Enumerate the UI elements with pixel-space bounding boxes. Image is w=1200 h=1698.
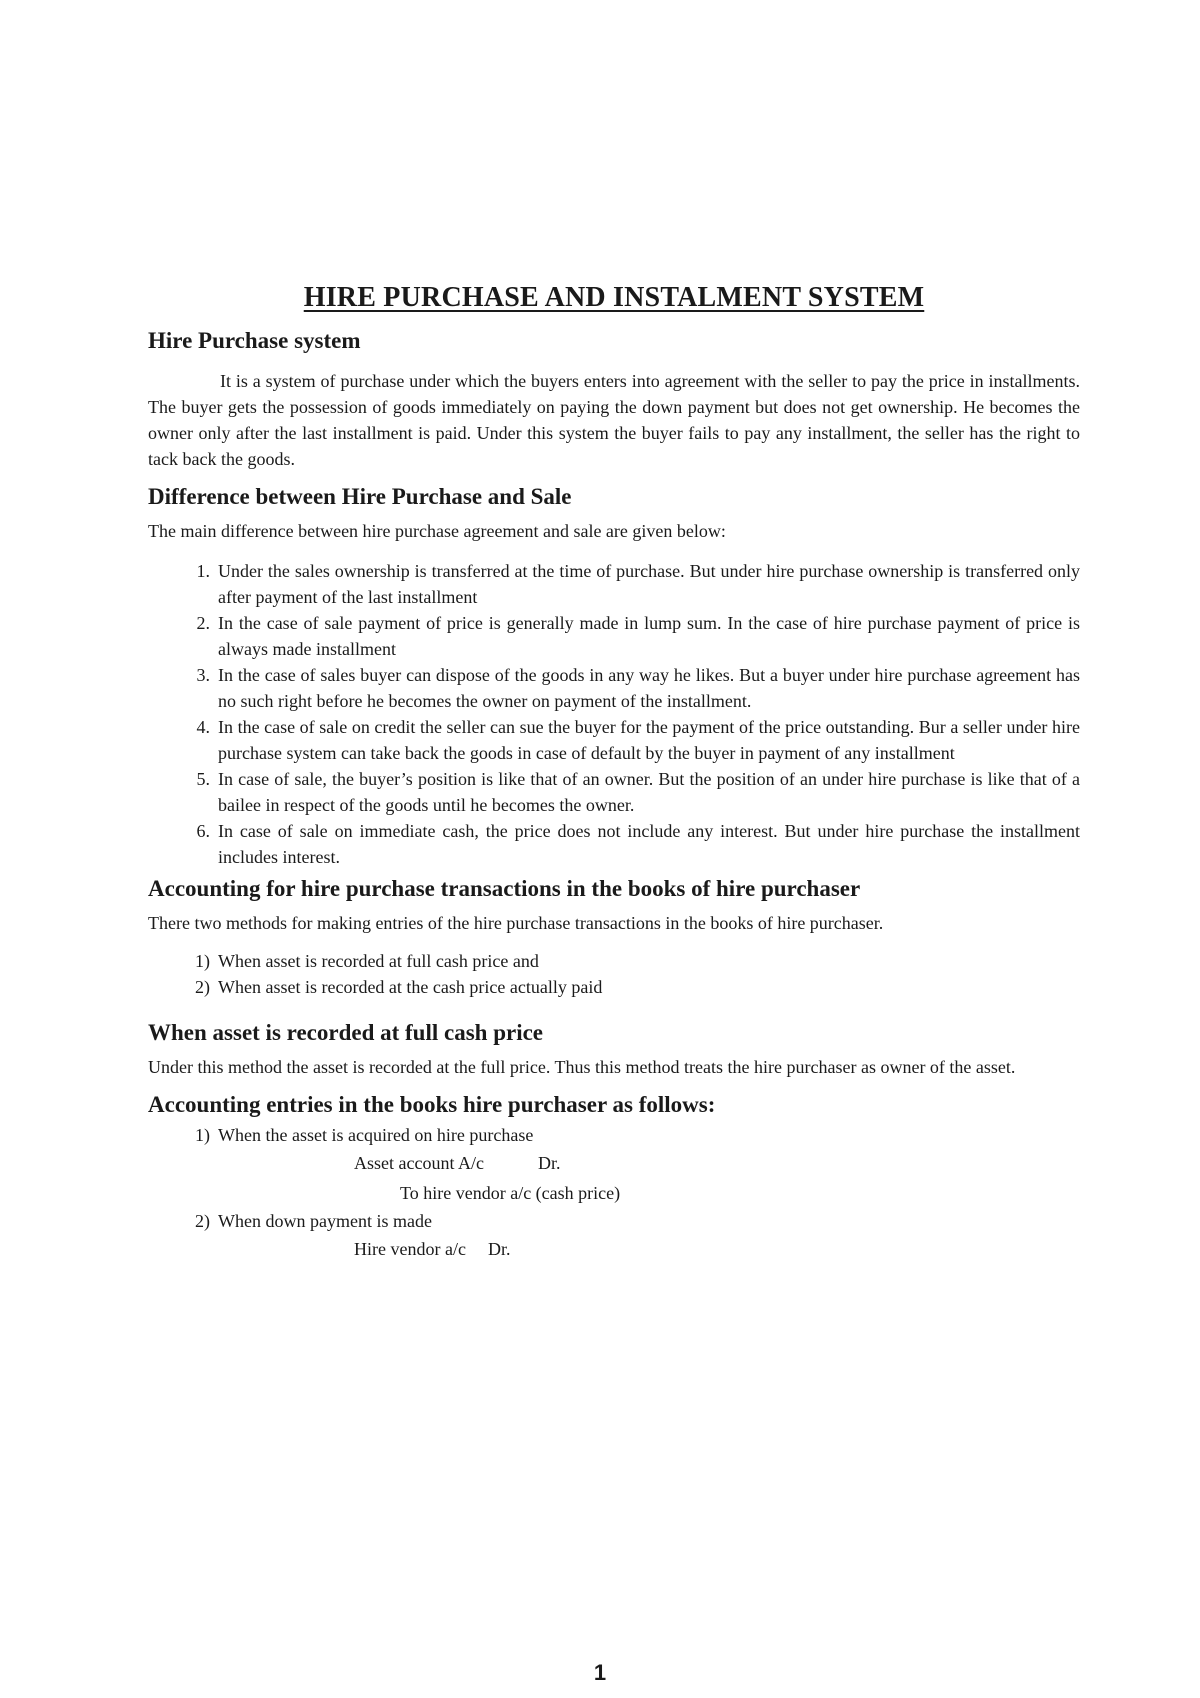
- list-marker: 1): [195, 951, 210, 971]
- journal-credit-line: To hire vendor a/c (cash price): [400, 1183, 621, 1203]
- list-marker: 2.: [196, 613, 210, 633]
- list-item-text: When asset is recorded at the cash price actually paid: [218, 977, 603, 997]
- list-item-text: In case of sale on immediate cash, the price does not include any interest. But under hire purchase the installment includes interest.: [218, 821, 1080, 867]
- list-item: [195, 1208, 1080, 1264]
- accounting-intro: There two methods for making entries of the hire purchase transactions in the books of hire purchaser.: [148, 913, 884, 933]
- list-item: [196, 714, 1080, 766]
- document-page: [148, 282, 1080, 1270]
- journal-debit-line: [218, 1234, 1080, 1264]
- list-marker: 2): [195, 977, 210, 997]
- list-item: [195, 974, 1080, 1000]
- list-item: [196, 662, 1080, 714]
- difference-intro: The main difference between hire purchase agreement and sale are given below:: [148, 521, 726, 541]
- debit-account: Hire vendor a/c: [354, 1239, 466, 1259]
- heading-accounting-entries: Accounting entries in the books hire purchaser as follows:: [148, 1092, 716, 1117]
- document-title: HIRE PURCHASE AND INSTALMENT SYSTEM: [303, 282, 925, 313]
- journal-debit-line: [218, 1148, 1080, 1178]
- heading-difference: Difference between Hire Purchase and Sale: [148, 484, 572, 509]
- difference-list: [148, 558, 1080, 870]
- list-marker: 2): [195, 1211, 210, 1231]
- list-item: [196, 610, 1080, 662]
- list-marker: 1.: [196, 561, 210, 581]
- list-item-text: Under the sales ownership is transferred at the time of purchase. But under hire purchase ownership is transferred only after payment of the last installment: [218, 561, 1080, 607]
- list-marker: 6.: [196, 821, 210, 841]
- methods-list: [148, 948, 1080, 1000]
- hire-purchase-paragraph: It is a system of purchase under which the buyers enters into agreement with the seller to pay the price in installments. The buyer gets the possession of goods immediately on paying the down payment but does not get ownership. He becomes the owner only after the last installment is paid. Under this system the buyer fails to pay any installment, the seller has the right to tack back the goods.: [148, 371, 1080, 469]
- list-marker: 3.: [196, 665, 210, 685]
- debit-account: Asset account A/c: [354, 1153, 484, 1173]
- heading-full-cash-price: When asset is recorded at full cash price: [148, 1020, 544, 1045]
- debit-label: Dr.: [537, 1153, 561, 1173]
- list-item: [196, 766, 1080, 818]
- list-item-text: In the case of sale payment of price is generally made in lump sum. In the case of hire purchase payment of price is always made installment: [218, 613, 1080, 659]
- list-marker: 1): [195, 1125, 210, 1145]
- list-item-text: When down payment is made: [218, 1211, 432, 1231]
- list-item-text: When the asset is acquired on hire purchase: [218, 1125, 534, 1145]
- debit-label: Dr.: [487, 1239, 511, 1259]
- list-item: [195, 948, 1080, 974]
- list-marker: 5.: [196, 769, 210, 789]
- list-item-text: When asset is recorded at full cash price and: [218, 951, 539, 971]
- list-item-text: In case of sale, the buyer’s position is like that of an owner. But the position of an under hire purchase is like that of a bailee in respect of the goods until he becomes the owner.: [218, 769, 1080, 815]
- entries-list: [148, 1122, 1080, 1264]
- heading-accounting-methods: Accounting for hire purchase transactions in the books of hire purchaser: [148, 876, 861, 901]
- heading-hire-purchase-system: Hire Purchase system: [148, 328, 361, 353]
- list-item-text: In the case of sale on credit the seller can sue the buyer for the payment of the price outstanding. Bur a seller under hire purchase system can take back the goods in case of default by the buyer in payment of any installment: [218, 717, 1080, 763]
- page-number: 1: [593, 1660, 607, 1685]
- list-item: [196, 818, 1080, 870]
- list-item-text: In the case of sales buyer can dispose of the goods in any way he likes. But a buyer under hire purchase agreement has no such right before he becomes the owner on payment of the installment.: [218, 665, 1080, 711]
- list-item: [196, 558, 1080, 610]
- full-cash-price-paragraph: Under this method the asset is recorded at the full price. Thus this method treats the hire purchaser as owner of the asset.: [148, 1057, 1016, 1077]
- list-item: [195, 1122, 1080, 1208]
- list-marker: 4.: [196, 717, 210, 737]
